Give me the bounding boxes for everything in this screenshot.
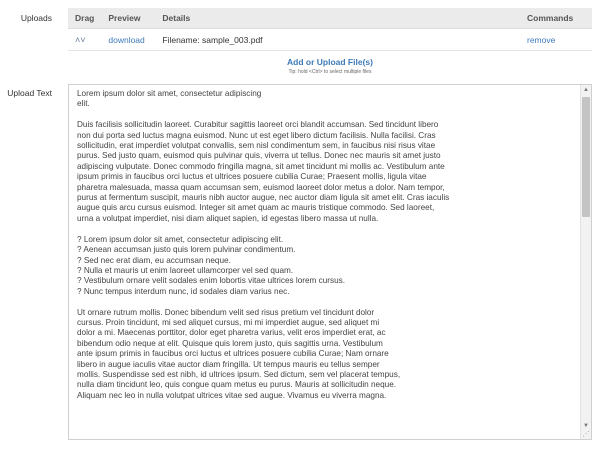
uploads-table-header (68, 8, 592, 29)
header-preview: Preview (101, 8, 155, 29)
add-upload-files-link[interactable]: Add or Upload File(s) (287, 57, 373, 67)
details-cell: Filename: sample_003.pdf (155, 29, 520, 51)
add-files-area (68, 57, 592, 75)
uploads-label: Uploads (20, 13, 52, 23)
scroll-up-icon[interactable]: ▲ (583, 87, 589, 93)
vertical-scrollbar[interactable] (580, 85, 591, 439)
remove-link[interactable]: remove (527, 34, 556, 45)
preview-cell (101, 29, 155, 51)
header-details: Details (155, 8, 520, 29)
scrollbar-thumb[interactable] (582, 97, 590, 217)
drag-arrows-icon[interactable]: ˄˅ (75, 34, 86, 45)
header-drag: Drag (68, 8, 101, 29)
download-link[interactable]: download (108, 34, 145, 45)
header-commands: Commands (520, 8, 592, 29)
commands-cell (520, 29, 592, 51)
upload-text-label: Upload Text (7, 88, 52, 98)
upload-text-content[interactable]: Lorem ipsum dolor sit amet, consectetur adipiscing elit. Duis facilisis sollicitudin laoreet. Curabitur sagittis laoreet orci blandit accumsan. Sed tincidunt libero non dui porta sed luctus magna euismod. Nunc ut est eget libero dictum facilisis. Nulla facilisi. Cras sollicitudin, erat imperdiet volutpat convallis, sem nisl condimentum sem, in faucibus nisi risus vitae purus. Sed justo quam, euismod quis pulvinar quis, viverra ut tellus. Donec nec mauris sit amet justo adipiscing vulputate. Donec commodo fringilla magna, sit amet tincidunt mi mollis ac. Vestibulum ante ipsum primis in faucibus orci luctus et ultrices posuere cubilia Curae; Praesent mollis, ligula vitae pharetra malesuada, massa quam accumsan sem, euismod laoreet dolor metus a dolor. Nam tempor, purus at fermentum suscipit, mauris nibh auctor augue, nec auctor diam ligula sit amet elit. Cras iaculis augue quis arcu cursus euismod. Integer sit amet quam ac mauris tristique commodo. Sed laoreet, urna a volutpat imperdiet, nisi diam aliquet sapien, id egestas libero massa ut nulla. ? Lorem ipsum dolor sit amet, consectetur adipiscing elit. ? Aenean accumsan justo quis lorem pulvinar condimentum. ? Sed nec erat diam, eu accumsan neque. ? Nulla et mauris ut enim laoreet ullamcorper vel sed quam. ? Vestibulum ornare velit sodales enim lobortis vitae ultrices lorem cursus. ? Nunc tempus interdum nunc, id sodales diam varius nec. Ut ornare rutrum mollis. Donec bibendum velit sed risus pretium vel tincidunt dolor cursus. Proin tincidunt, mi sed aliquet cursus, mi mi imperdiet augue, sed aliquet mi dolor a mi. Maecenas porttitor, dolor eget pharetra varius, velit eros imperdiet erat, ac bibendum odio neque at elit. Quisque quis lorem justo, quis sagittis urna. Vestibulum ante ipsum primis in faucibus orci luctus et ultrices posuere cubilia Curae; Nam ornare libero in augue iaculis vitae auctor diam fringilla. Ut tempus mauris eu tellus semper mollis. Suspendisse sed est nibh, id ultrices ipsum. Sed dictum, sem vel placerat tempus, nulla diam tincidunt leo, quis congue quam metus eu purus. Mauris at sollicitudin neque. Aliquam nec leo in nulla volutpat ultrices vitae sed augue. Vivamus eu viverra magna. (77, 89, 450, 400)
table-row (68, 29, 592, 51)
multi-select-tip: Tip: hold <Ctrl> to select multiple files (288, 69, 372, 75)
uploads-table (68, 8, 592, 51)
resize-grip-icon[interactable]: ⋰ (582, 431, 590, 438)
drag-cell (68, 29, 101, 51)
scroll-down-icon[interactable]: ▼ (583, 423, 589, 429)
upload-text-area[interactable] (68, 84, 592, 440)
